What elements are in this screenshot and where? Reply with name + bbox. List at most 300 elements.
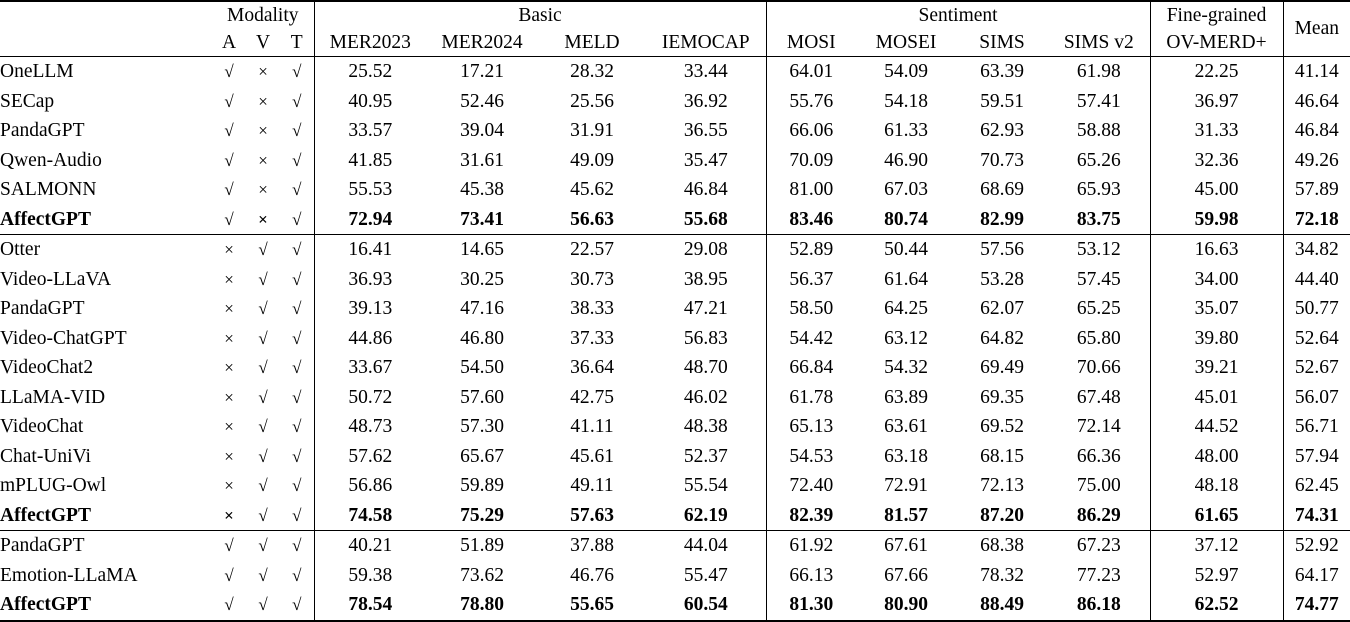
modality-v-cell <box>246 324 280 354</box>
modality-v-cell <box>246 501 280 531</box>
metric-cell: 65.26 <box>1076 149 1121 171</box>
metric-cell: 30.73 <box>570 268 614 290</box>
modality-t-cell <box>280 383 314 413</box>
subheader-t: T <box>290 31 303 53</box>
check-icon: √ <box>224 595 234 614</box>
metric-cell: 61.65 <box>1150 501 1283 531</box>
metric-cell: 34.00 <box>1150 265 1283 295</box>
modality-a-cell <box>212 531 246 561</box>
metric-cell: 65.25 <box>1076 298 1121 319</box>
metric-cell: 51.89 <box>426 531 538 561</box>
subheader-mosi: MOSI <box>766 29 856 57</box>
header-subcolumn-row <box>0 29 1350 57</box>
check-icon: √ <box>224 180 234 199</box>
metric-cell: 29.08 <box>646 235 766 265</box>
check-icon: √ <box>224 150 234 170</box>
modality-a-cell <box>212 175 246 205</box>
mean-cell: 52.92 <box>1283 531 1350 561</box>
metric-cell: 70.66 <box>1076 357 1121 378</box>
modality-v-cell <box>246 116 280 146</box>
metric-cell: 57.41 <box>1076 90 1121 112</box>
modality-t-cell <box>280 531 314 561</box>
modality-v-cell <box>246 531 280 561</box>
metric-cell: 52.46 <box>460 90 504 112</box>
modality-v-cell <box>246 146 280 176</box>
cross-icon: × <box>258 121 268 140</box>
metric-cell: 49.09 <box>570 149 614 171</box>
metric-cell: 36.93 <box>314 265 426 295</box>
modality-v-cell <box>246 175 280 205</box>
check-icon: √ <box>258 328 268 348</box>
modality-v-cell <box>246 561 280 591</box>
metric-cell: 22.25 <box>1150 57 1283 87</box>
model-name-cell: PandaGPT <box>0 531 212 561</box>
model-name-cell: Video-LLaVA <box>0 268 112 290</box>
metric-cell: 63.61 <box>884 416 928 437</box>
cross-icon: × <box>224 328 234 348</box>
metric-cell: 61.33 <box>884 120 928 141</box>
metric-cell: 46.84 <box>683 179 728 200</box>
model-col-subheader <box>0 29 212 57</box>
metric-cell: 69.52 <box>980 416 1024 437</box>
check-icon: √ <box>292 565 302 585</box>
table-row <box>0 412 1350 442</box>
mean-cell: 56.07 <box>1283 383 1350 413</box>
modality-v-cell <box>246 87 280 117</box>
metric-cell: 57.45 <box>1076 268 1121 290</box>
metric-cell: 48.00 <box>1150 442 1283 472</box>
model-name-cell: Otter <box>0 235 212 265</box>
model-name-cell: Qwen-Audio <box>0 149 102 171</box>
subheader-mosei: MOSEI <box>875 31 937 53</box>
metric-cell: 72.40 <box>766 471 856 501</box>
metric-cell: 55.54 <box>683 475 728 496</box>
subheader-iemocap: IEMOCAP <box>661 31 750 53</box>
check-icon: √ <box>258 536 268 555</box>
modality-v-cell <box>246 590 280 621</box>
cross-icon: × <box>258 209 268 229</box>
metric-cell: 54.50 <box>460 357 504 378</box>
modality-a-cell <box>212 57 246 87</box>
metric-cell: 53.28 <box>980 268 1024 290</box>
metric-cell: 88.49 <box>956 590 1048 621</box>
metric-cell: 78.32 <box>980 564 1024 586</box>
metric-cell: 39.21 <box>1150 353 1283 383</box>
metric-cell: 61.92 <box>766 531 856 561</box>
metric-cell: 54.53 <box>766 442 856 472</box>
check-icon: √ <box>292 595 302 614</box>
metric-cell: 56.37 <box>766 265 856 295</box>
metric-cell: 55.47 <box>683 564 728 586</box>
metric-cell: 65.93 <box>1076 179 1121 200</box>
modality-a-cell <box>212 235 246 265</box>
mean-cell: 72.18 <box>1283 205 1350 235</box>
metric-cell: 16.63 <box>1150 235 1283 265</box>
metric-cell: 54.32 <box>884 357 928 378</box>
metric-cell: 16.41 <box>314 235 426 265</box>
metric-cell: 22.57 <box>538 235 646 265</box>
metric-cell: 69.49 <box>980 357 1024 378</box>
check-icon: √ <box>258 358 268 377</box>
metric-cell: 14.65 <box>426 235 538 265</box>
modality-a-cell <box>212 205 246 235</box>
modality-v-cell <box>246 235 280 265</box>
metric-cell: 42.75 <box>570 386 614 408</box>
metric-cell: 61.64 <box>884 268 928 290</box>
check-icon: √ <box>292 505 302 525</box>
model-name-cell: AffectGPT <box>0 208 91 230</box>
metric-cell: 54.09 <box>856 57 956 87</box>
check-icon: √ <box>292 180 302 199</box>
subheader-ov-merd-plus: OV-MERD+ <box>1150 29 1283 57</box>
metric-cell: 70.09 <box>766 146 856 176</box>
check-icon: √ <box>292 476 302 495</box>
metric-cell: 37.88 <box>538 531 646 561</box>
metric-cell: 38.95 <box>683 268 728 290</box>
metric-cell: 81.30 <box>766 590 856 621</box>
metric-cell: 61.98 <box>1048 57 1150 87</box>
modality-a-cell <box>212 442 246 472</box>
modality-v-cell <box>246 294 280 324</box>
table-row <box>0 324 1350 354</box>
modality-t-cell <box>280 561 314 591</box>
mean-cell: 74.31 <box>1283 501 1350 531</box>
check-icon: √ <box>258 595 268 614</box>
modality-a-cell <box>212 561 246 591</box>
metric-cell: 31.61 <box>460 149 504 171</box>
modality-t-cell <box>280 471 314 501</box>
metric-cell: 80.90 <box>856 590 956 621</box>
metric-cell: 44.52 <box>1150 412 1283 442</box>
subheader-a: A <box>221 31 237 53</box>
table-row <box>0 442 1350 472</box>
metric-cell: 59.98 <box>1150 205 1283 235</box>
model-name-cell: OneLLM <box>0 57 212 87</box>
metric-cell: 64.01 <box>766 57 856 87</box>
metric-cell: 46.80 <box>460 327 504 349</box>
metric-cell: 72.94 <box>314 205 426 235</box>
check-icon: √ <box>224 121 234 140</box>
table-row <box>0 501 1350 531</box>
metric-cell: 60.54 <box>646 590 766 621</box>
cross-icon: × <box>224 417 234 436</box>
modality-t-cell <box>280 501 314 531</box>
check-icon: √ <box>258 505 268 525</box>
metric-cell: 81.00 <box>766 175 856 205</box>
metric-cell: 38.33 <box>570 298 614 319</box>
modality-t-cell <box>280 324 314 354</box>
metric-cell: 45.01 <box>1150 383 1283 413</box>
metric-cell: 39.04 <box>460 120 504 141</box>
check-icon: √ <box>292 269 302 289</box>
model-name-cell: Emotion-LLaMA <box>0 564 138 586</box>
metric-cell: 55.53 <box>314 175 426 205</box>
metric-cell: 86.29 <box>1076 504 1121 526</box>
metric-cell: 25.56 <box>570 90 614 112</box>
mean-cell: 46.64 <box>1283 87 1350 117</box>
metric-cell: 36.64 <box>570 357 614 378</box>
metric-cell: 33.67 <box>314 353 426 383</box>
metric-cell: 55.76 <box>766 87 856 117</box>
cross-icon: × <box>258 150 268 170</box>
model-name-cell: AffectGPT <box>0 590 212 621</box>
table-row <box>0 353 1350 383</box>
subheader-sims-v2: SIMS v2 <box>1063 31 1134 53</box>
metric-cell: 62.07 <box>980 298 1024 319</box>
modality-t-cell <box>280 57 314 87</box>
metric-cell: 83.46 <box>766 205 856 235</box>
metric-cell: 33.57 <box>314 116 426 146</box>
metric-cell: 36.92 <box>683 90 728 112</box>
modality-v-cell <box>246 471 280 501</box>
metric-cell: 78.80 <box>426 590 538 621</box>
metric-cell: 46.90 <box>884 149 928 171</box>
check-icon: √ <box>224 536 234 555</box>
mean-cell: 52.64 <box>1283 324 1350 354</box>
metric-cell: 47.21 <box>683 298 728 319</box>
modality-a-cell <box>212 590 246 621</box>
cross-icon: × <box>258 91 268 111</box>
check-icon: √ <box>292 358 302 377</box>
modality-t-cell <box>280 353 314 383</box>
model-name-cell: Chat-UniVi <box>0 445 91 467</box>
subheader-meld: MELD <box>564 31 620 53</box>
check-icon: √ <box>292 299 302 318</box>
table-row <box>0 294 1350 324</box>
modality-v-cell <box>246 57 280 87</box>
model-name-cell: SALMONN <box>0 179 97 200</box>
modality-v-cell <box>246 353 280 383</box>
check-icon: √ <box>258 417 268 436</box>
check-icon: √ <box>224 91 234 111</box>
table-row <box>0 471 1350 501</box>
check-icon: √ <box>292 240 302 259</box>
mean-cell: 49.26 <box>1283 146 1350 176</box>
modality-v-cell <box>246 265 280 295</box>
metric-cell: 56.63 <box>570 208 614 230</box>
mean-cell: 50.77 <box>1283 294 1350 324</box>
metric-cell: 82.39 <box>766 501 856 531</box>
table-row <box>0 175 1350 205</box>
check-icon: √ <box>292 387 302 407</box>
mean-cell: 74.77 <box>1283 590 1350 621</box>
metric-cell: 59.38 <box>314 561 426 591</box>
metric-cell: 36.55 <box>683 120 728 141</box>
metric-cell: 49.11 <box>570 475 614 496</box>
metric-cell: 82.99 <box>980 208 1024 230</box>
metric-cell: 63.18 <box>884 445 928 467</box>
modality-t-cell <box>280 265 314 295</box>
subheader-mer2024: MER2024 <box>441 31 523 53</box>
metric-cell: 63.39 <box>956 57 1048 87</box>
metric-cell: 75.00 <box>1076 475 1121 496</box>
metric-cell: 55.65 <box>538 590 646 621</box>
table-row <box>0 561 1350 591</box>
check-icon: √ <box>258 299 268 318</box>
metric-cell: 61.78 <box>766 383 856 413</box>
metric-cell: 74.58 <box>314 501 426 531</box>
metric-cell: 57.62 <box>314 442 426 472</box>
mean-cell: 41.14 <box>1283 57 1350 87</box>
modality-t-cell <box>280 116 314 146</box>
metric-cell: 58.50 <box>766 294 856 324</box>
metric-cell: 86.18 <box>1048 590 1150 621</box>
metric-cell: 35.47 <box>683 149 728 171</box>
metric-cell: 72.91 <box>884 475 928 496</box>
metric-cell: 45.62 <box>570 179 614 200</box>
metric-cell: 17.21 <box>426 57 538 87</box>
metric-cell: 41.11 <box>570 416 614 437</box>
metric-cell: 78.54 <box>314 590 426 621</box>
model-name-cell: LLaMA-VID <box>0 386 106 408</box>
metric-cell: 57.63 <box>570 504 614 526</box>
modality-a-cell <box>212 383 246 413</box>
modality-a-cell <box>212 294 246 324</box>
metric-cell: 59.89 <box>460 475 504 496</box>
model-name-cell: PandaGPT <box>0 120 85 141</box>
model-name-cell: PandaGPT <box>0 298 85 319</box>
metric-cell: 48.70 <box>683 357 728 378</box>
metric-cell: 48.38 <box>683 416 728 437</box>
mean-cell: 57.94 <box>1283 442 1350 472</box>
modality-t-cell <box>280 442 314 472</box>
mean-cell: 64.17 <box>1283 561 1350 591</box>
modality-a-cell <box>212 265 246 295</box>
metric-cell: 67.48 <box>1076 386 1121 408</box>
metric-cell: 56.86 <box>314 471 426 501</box>
modality-a-cell <box>212 353 246 383</box>
group-header-basic: Basic <box>314 1 766 29</box>
metric-cell: 57.56 <box>956 235 1048 265</box>
metric-cell: 68.38 <box>956 531 1048 561</box>
metric-cell: 75.29 <box>460 504 504 526</box>
modality-t-cell <box>280 235 314 265</box>
cross-icon: × <box>224 446 234 466</box>
metric-cell: 53.12 <box>1048 235 1150 265</box>
metric-cell: 35.07 <box>1150 294 1283 324</box>
check-icon: √ <box>258 446 268 466</box>
metric-cell: 67.23 <box>1048 531 1150 561</box>
metric-cell: 46.02 <box>683 386 728 408</box>
metric-cell: 63.89 <box>884 386 928 408</box>
metric-cell: 62.93 <box>980 120 1024 141</box>
table-row <box>0 531 1350 561</box>
metric-cell: 66.13 <box>766 561 856 591</box>
metric-cell: 72.13 <box>980 475 1024 496</box>
modality-t-cell <box>280 87 314 117</box>
metric-cell: 55.68 <box>683 208 728 230</box>
metric-cell: 40.21 <box>314 531 426 561</box>
cross-icon: × <box>258 62 268 81</box>
metric-cell: 56.83 <box>683 327 728 349</box>
metric-cell: 81.57 <box>884 504 928 526</box>
metric-cell: 62.52 <box>1150 590 1283 621</box>
check-icon: √ <box>292 446 302 466</box>
metric-cell: 48.18 <box>1150 471 1283 501</box>
group-header-mean: Mean <box>1283 1 1350 57</box>
check-icon: √ <box>292 209 302 229</box>
table-row <box>0 116 1350 146</box>
modality-a-cell <box>212 412 246 442</box>
metric-cell: 54.42 <box>766 324 856 354</box>
metric-cell: 65.13 <box>766 412 856 442</box>
check-icon: √ <box>292 328 302 348</box>
cross-icon: × <box>258 180 268 199</box>
modality-t-cell <box>280 294 314 324</box>
check-icon: √ <box>258 476 268 495</box>
metric-cell: 36.97 <box>1150 87 1283 117</box>
table-row <box>0 146 1350 176</box>
metric-cell: 50.72 <box>314 383 426 413</box>
check-icon: √ <box>258 565 268 585</box>
metric-cell: 80.74 <box>884 208 928 230</box>
modality-a-cell <box>212 116 246 146</box>
metric-cell: 65.67 <box>460 445 504 467</box>
mean-cell: 52.67 <box>1283 353 1350 383</box>
metric-cell: 41.85 <box>314 146 426 176</box>
metric-cell: 77.23 <box>1076 564 1121 586</box>
table-row <box>0 383 1350 413</box>
check-icon: √ <box>258 269 268 289</box>
metric-cell: 87.20 <box>980 504 1024 526</box>
cross-icon: × <box>224 476 234 495</box>
modality-a-cell <box>212 324 246 354</box>
metric-cell: 39.13 <box>314 294 426 324</box>
metric-cell: 64.82 <box>980 327 1024 349</box>
model-name-cell: Video-ChatGPT <box>0 327 127 349</box>
mean-cell: 62.45 <box>1283 471 1350 501</box>
metric-cell: 28.32 <box>538 57 646 87</box>
model-name-cell: VideoChat2 <box>0 357 94 378</box>
metric-cell: 83.75 <box>1076 208 1121 230</box>
modality-a-cell <box>212 501 246 531</box>
metric-cell: 57.30 <box>460 416 504 437</box>
metric-cell: 52.89 <box>766 235 856 265</box>
metric-cell: 54.18 <box>884 90 928 112</box>
metric-cell: 68.15 <box>980 445 1024 467</box>
metric-cell: 31.91 <box>570 120 614 141</box>
metric-cell: 59.51 <box>980 90 1024 112</box>
metric-cell: 52.37 <box>683 445 728 467</box>
modality-v-cell <box>246 412 280 442</box>
table-head <box>0 1 1350 57</box>
model-name-cell: VideoChat <box>0 416 84 437</box>
subheader-sims: SIMS <box>979 31 1025 53</box>
table-row <box>0 590 1350 621</box>
metric-cell: 37.33 <box>570 327 614 349</box>
metric-cell: 62.19 <box>683 504 728 526</box>
mean-cell: 56.71 <box>1283 412 1350 442</box>
metric-cell: 45.61 <box>570 445 614 467</box>
modality-v-cell <box>246 442 280 472</box>
modality-a-cell <box>212 471 246 501</box>
metric-cell: 67.66 <box>884 564 928 586</box>
model-name-cell: AffectGPT <box>0 504 91 526</box>
group-header-sentiment: Sentiment <box>766 1 1150 29</box>
check-icon: √ <box>292 150 302 170</box>
metric-cell: 46.76 <box>570 564 614 586</box>
metric-cell: 47.16 <box>460 298 504 319</box>
metric-cell: 72.14 <box>1076 416 1121 437</box>
modality-t-cell <box>280 146 314 176</box>
mean-cell: 44.40 <box>1283 265 1350 295</box>
mean-cell: 46.84 <box>1283 116 1350 146</box>
metric-cell: 37.12 <box>1150 531 1283 561</box>
metric-cell: 66.06 <box>766 116 856 146</box>
modality-t-cell <box>280 590 314 621</box>
modality-a-cell <box>212 146 246 176</box>
cross-icon: × <box>224 269 234 289</box>
